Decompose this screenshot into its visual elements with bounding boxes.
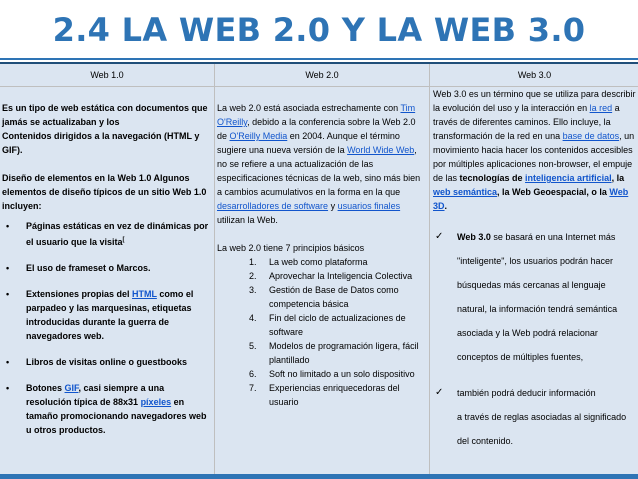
web2-text: en 2004. Aunque el término sugiere una nueva versión de la bbox=[217, 131, 400, 155]
bullet-icon: • bbox=[6, 357, 10, 367]
list-item bbox=[2, 219, 212, 249]
web1-intro bbox=[2, 101, 212, 157]
list-item bbox=[217, 269, 427, 283]
web2-intro bbox=[217, 101, 427, 227]
web3-bold-text: , la Web Geoespacial, o la bbox=[497, 187, 610, 197]
web3-cell bbox=[429, 87, 638, 476]
list-item bbox=[2, 381, 212, 437]
list-item bbox=[217, 255, 427, 269]
list-item-text: La web como plataforma bbox=[269, 257, 368, 267]
web1-intro-text: Es un tipo de web estática con documentos que jamás se actualizaban y los bbox=[2, 103, 208, 127]
title-divider bbox=[0, 58, 638, 60]
list-item bbox=[217, 381, 427, 409]
oreilly-media-link[interactable]: O'Reilly Media bbox=[229, 131, 288, 141]
list-item-text: Aprovechar la Inteligencia Colectiva bbox=[269, 271, 413, 281]
header-web1: Web 1.0 bbox=[90, 70, 124, 80]
software-developers-link[interactable]: desarrolladores de software bbox=[217, 201, 329, 211]
table-header-row bbox=[0, 64, 638, 87]
list-item bbox=[217, 339, 427, 367]
list-item-text: El uso de frameset o Marcos. bbox=[26, 263, 151, 273]
item-number: 1. bbox=[249, 257, 257, 267]
web3-bold-text: . bbox=[444, 201, 448, 211]
web1-bullet-list bbox=[2, 219, 212, 437]
base-de-datos-link[interactable]: base de datos bbox=[562, 131, 620, 141]
item-number: 4. bbox=[249, 313, 257, 323]
list-item-text: Soft no limitado a un solo dispositivo bbox=[269, 369, 415, 379]
web1-design-text: Diseño de elementos en la Web 1.0 Algunos elementos de diseño típicos de un sitio Web 1.0 incluyen: bbox=[2, 173, 207, 211]
web3-bold-text: tecnologías de bbox=[459, 173, 526, 183]
list-item bbox=[2, 355, 212, 369]
list-item bbox=[217, 367, 427, 381]
slide-title: 2.4 LA WEB 2.0 Y LA WEB 3.0 bbox=[52, 11, 586, 49]
list-item-text: Extensiones propias del bbox=[26, 289, 133, 299]
list-item bbox=[433, 225, 636, 369]
comparison-table bbox=[0, 62, 638, 476]
ai-link[interactable]: inteligencia artificial bbox=[525, 173, 612, 183]
header-web3: Web 3.0 bbox=[429, 64, 638, 86]
list-item-text: Botones bbox=[26, 383, 65, 393]
web-3d-link[interactable]: Web 3D bbox=[433, 187, 629, 211]
web3-text: a través de diferentes caminos. Ello incluye, la transformación de la red en una bbox=[433, 103, 620, 141]
web3-bold-text: , la bbox=[611, 173, 625, 183]
bullet-icon: • bbox=[6, 221, 10, 231]
web1-intro-text-2: Contenidos dirigidos a la navegación (HTML y GIF). bbox=[2, 131, 200, 155]
pixeles-link[interactable]: píxeles bbox=[140, 397, 172, 407]
item-number: 3. bbox=[249, 285, 257, 295]
web2-text: utilizan la Web. bbox=[217, 215, 278, 225]
header-web2: Web 2.0 bbox=[214, 64, 429, 86]
list-item-text: Fin del ciclo de actualizaciones de software bbox=[269, 313, 406, 337]
list-item-text: a través de reglas asociadas al significado del contenido. bbox=[457, 412, 627, 446]
list-item bbox=[433, 381, 636, 453]
web3-text: Web 3.0 es un término que se utiliza para describir la evolución del uso y la interacción en bbox=[433, 89, 636, 113]
list-item-text: como el parpadeo y las marquesinas, etiquetas introducidas durante la guerra de navegadores web. bbox=[26, 289, 194, 341]
web3-text: , un movimiento hacia hacer los contenidos accesibles por múltiples aplicaciones non-browser, el empuje de las bbox=[433, 131, 635, 183]
list-item-text: en tamaño promocionando navegadores web u otros productos. bbox=[26, 397, 207, 435]
list-item-bold: Web 3.0 bbox=[457, 232, 491, 242]
end-users-link[interactable]: usuarios finales bbox=[337, 201, 401, 211]
bullet-icon: • bbox=[6, 383, 10, 393]
web2-text: La web 2.0 está asociada estrechamente con bbox=[217, 103, 401, 113]
web3-check-list bbox=[433, 225, 636, 453]
footnote-marker: [ bbox=[122, 237, 125, 243]
bullet-icon: • bbox=[6, 263, 10, 273]
checkmark-icon: ✓ bbox=[435, 387, 444, 398]
list-item bbox=[217, 283, 427, 311]
checkmark-icon: ✓ bbox=[435, 231, 444, 242]
principles-intro: La web 2.0 tiene 7 principios básicos bbox=[217, 243, 365, 253]
list-item-text: Páginas estáticas en vez de dinámicas por el usuario que la visita bbox=[26, 221, 209, 247]
web2-text: , no se refiere a una actualización de las especificaciones técnicas de la web, sino más bien a cambios acumulativos en la forma en la que bbox=[217, 145, 421, 197]
list-item-text: , casi siempre a una resolución típica de 88x31 bbox=[26, 383, 165, 407]
list-item-text: también podrá deducir información bbox=[457, 388, 596, 398]
list-item-text: Modelos de programación ligera, fácil plantillado bbox=[269, 341, 419, 365]
list-item bbox=[217, 311, 427, 339]
list-item-text: Libros de visitas online o guestbooks bbox=[26, 357, 188, 367]
tim-oreilly-link[interactable]: Tim O'Reilly bbox=[217, 103, 416, 127]
list-item bbox=[2, 261, 212, 275]
la-red-link[interactable]: la red bbox=[589, 103, 613, 113]
list-item bbox=[2, 287, 212, 343]
web2-text: y bbox=[328, 201, 338, 211]
principles-list bbox=[217, 255, 427, 409]
list-item-text: Gestión de Base de Datos como competencia básica bbox=[269, 285, 399, 309]
gif-link[interactable]: GIF bbox=[64, 383, 79, 393]
list-item-text: se basará en una Internet más "inteligente", los usuarios podrán hacer búsquedas más cercanas al lenguaje natural, la información tendrá semántica asociada y la Web podrá relacionar conceptos de múltiples fuentes, bbox=[457, 232, 618, 362]
item-number: 7. bbox=[249, 383, 257, 393]
item-number: 2. bbox=[249, 271, 257, 281]
semantic-web-link[interactable]: web semántica bbox=[433, 187, 498, 197]
web3-intro bbox=[433, 87, 636, 213]
item-number: 6. bbox=[249, 369, 257, 379]
item-number: 5. bbox=[249, 341, 257, 351]
footer-band bbox=[0, 474, 638, 479]
web1-cell bbox=[0, 87, 214, 476]
html-link[interactable]: HTML bbox=[132, 289, 157, 299]
list-item-text: Experiencias enriquecedoras del usuario bbox=[269, 383, 400, 407]
web2-text: , debido a la conferencia sobre la Web 2.0 de bbox=[217, 117, 416, 141]
bullet-icon: • bbox=[6, 289, 10, 299]
web2-cell bbox=[214, 87, 429, 476]
world-wide-web-link[interactable]: World Wide Web bbox=[347, 145, 415, 155]
